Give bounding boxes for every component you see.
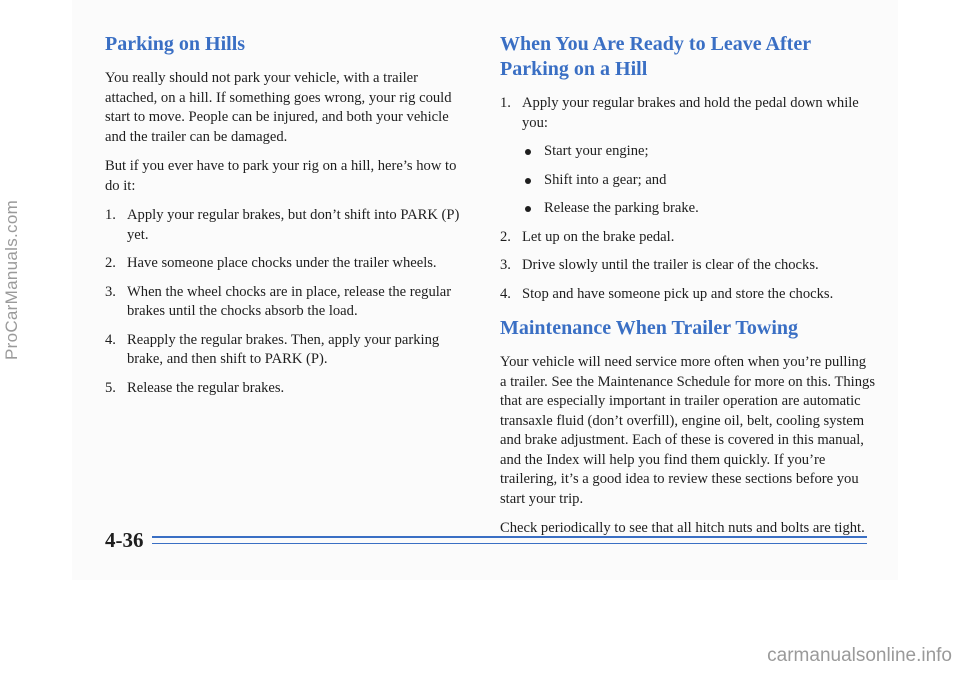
left-column <box>105 32 460 407</box>
leave-steps-list <box>500 94 875 133</box>
heading-parking-on-hills: Parking on Hills <box>105 33 246 55</box>
list-item <box>500 171 875 191</box>
step-text: Reapply the regular brakes. Then, apply your parking brake, and then shift to PARK (P). <box>127 331 440 367</box>
step-number: 2. <box>105 255 116 271</box>
paragraph-intro: But if you ever have to park your rig on a hill, here’s how to do it: <box>105 158 457 194</box>
bullet-icon <box>525 178 531 184</box>
bullet-text: Release the parking brake. <box>544 200 699 216</box>
paragraph-warning: You really should not park your vehicle, with a trailer attached, on a hill. If something goes wrong, your rig could start to move. People can be injured, and both your vehicle and the trailer can be damaged. <box>105 70 452 145</box>
list-item <box>500 94 875 133</box>
heading-maintenance-trailer-towing: Maintenance When Trailer Towing <box>500 317 798 339</box>
bullet-text: Start your engine; <box>544 143 649 159</box>
step-text: Have someone place chocks under the trailer wheels. <box>127 255 437 271</box>
bullet-icon <box>525 206 531 212</box>
list-item <box>105 331 460 370</box>
list-item <box>105 254 460 274</box>
bottom-watermark: carmanualsonline.info <box>767 645 952 666</box>
list-item <box>500 228 875 248</box>
bullet-text: Shift into a gear; and <box>544 171 667 188</box>
step-text: Apply your regular brakes, but don’t shift into PARK (P) yet. <box>127 207 460 243</box>
bullet-icon <box>525 149 531 155</box>
step-number: 4. <box>105 331 116 348</box>
side-watermark: ProCarManuals.com <box>2 199 21 360</box>
step-text: Let up on the brake pedal. <box>522 228 675 245</box>
list-item <box>105 206 460 245</box>
step-text: Stop and have someone pick up and store the chocks. <box>522 285 834 302</box>
step-text: Apply your regular brakes and hold the pedal down while you: <box>522 95 859 131</box>
step-number: 2. <box>500 228 511 245</box>
list-item <box>500 142 875 162</box>
step-number: 5. <box>105 379 116 396</box>
page-number: 4-36 <box>105 528 144 552</box>
step-number: 3. <box>105 283 116 300</box>
parking-steps-list <box>105 206 460 398</box>
step-text: Drive slowly until the trailer is clear of the chocks. <box>522 257 819 273</box>
step-text: When the wheel chocks are in place, release the regular brakes until the chocks absorb the load. <box>127 283 452 319</box>
footer-rule <box>152 536 867 544</box>
right-column <box>500 32 875 549</box>
paragraph-hitch-check: Check periodically to see that all hitch nuts and bolts are tight. <box>500 520 865 536</box>
step-number: 1. <box>105 207 116 223</box>
list-item <box>105 379 460 399</box>
leave-bullets-list <box>500 142 875 219</box>
step-number: 3. <box>500 257 511 273</box>
list-item <box>500 256 875 276</box>
list-item <box>500 285 875 305</box>
paragraph-maintenance: Your vehicle will need service more often when you’re pulling a trailer. See the Maintenance Schedule for more on this. Things that are especially important in trailer operation are automatic transaxle fluid (don’t overfill), engine oil, belt, cooling system and brake adjustment. Each of these is covered in this manual, and the Index will help you find them quickly. If you’re trailering, it’s a good idea to review these sections before you start your trip. <box>500 354 876 507</box>
step-number: 1. <box>500 95 511 111</box>
heading-ready-to-leave: When You Are Ready to Leave After Parking on a Hill <box>500 33 811 80</box>
leave-steps-continued <box>500 228 875 305</box>
step-number: 4. <box>500 285 511 302</box>
list-item <box>105 283 460 322</box>
step-text: Release the regular brakes. <box>127 379 285 396</box>
list-item <box>500 199 875 219</box>
